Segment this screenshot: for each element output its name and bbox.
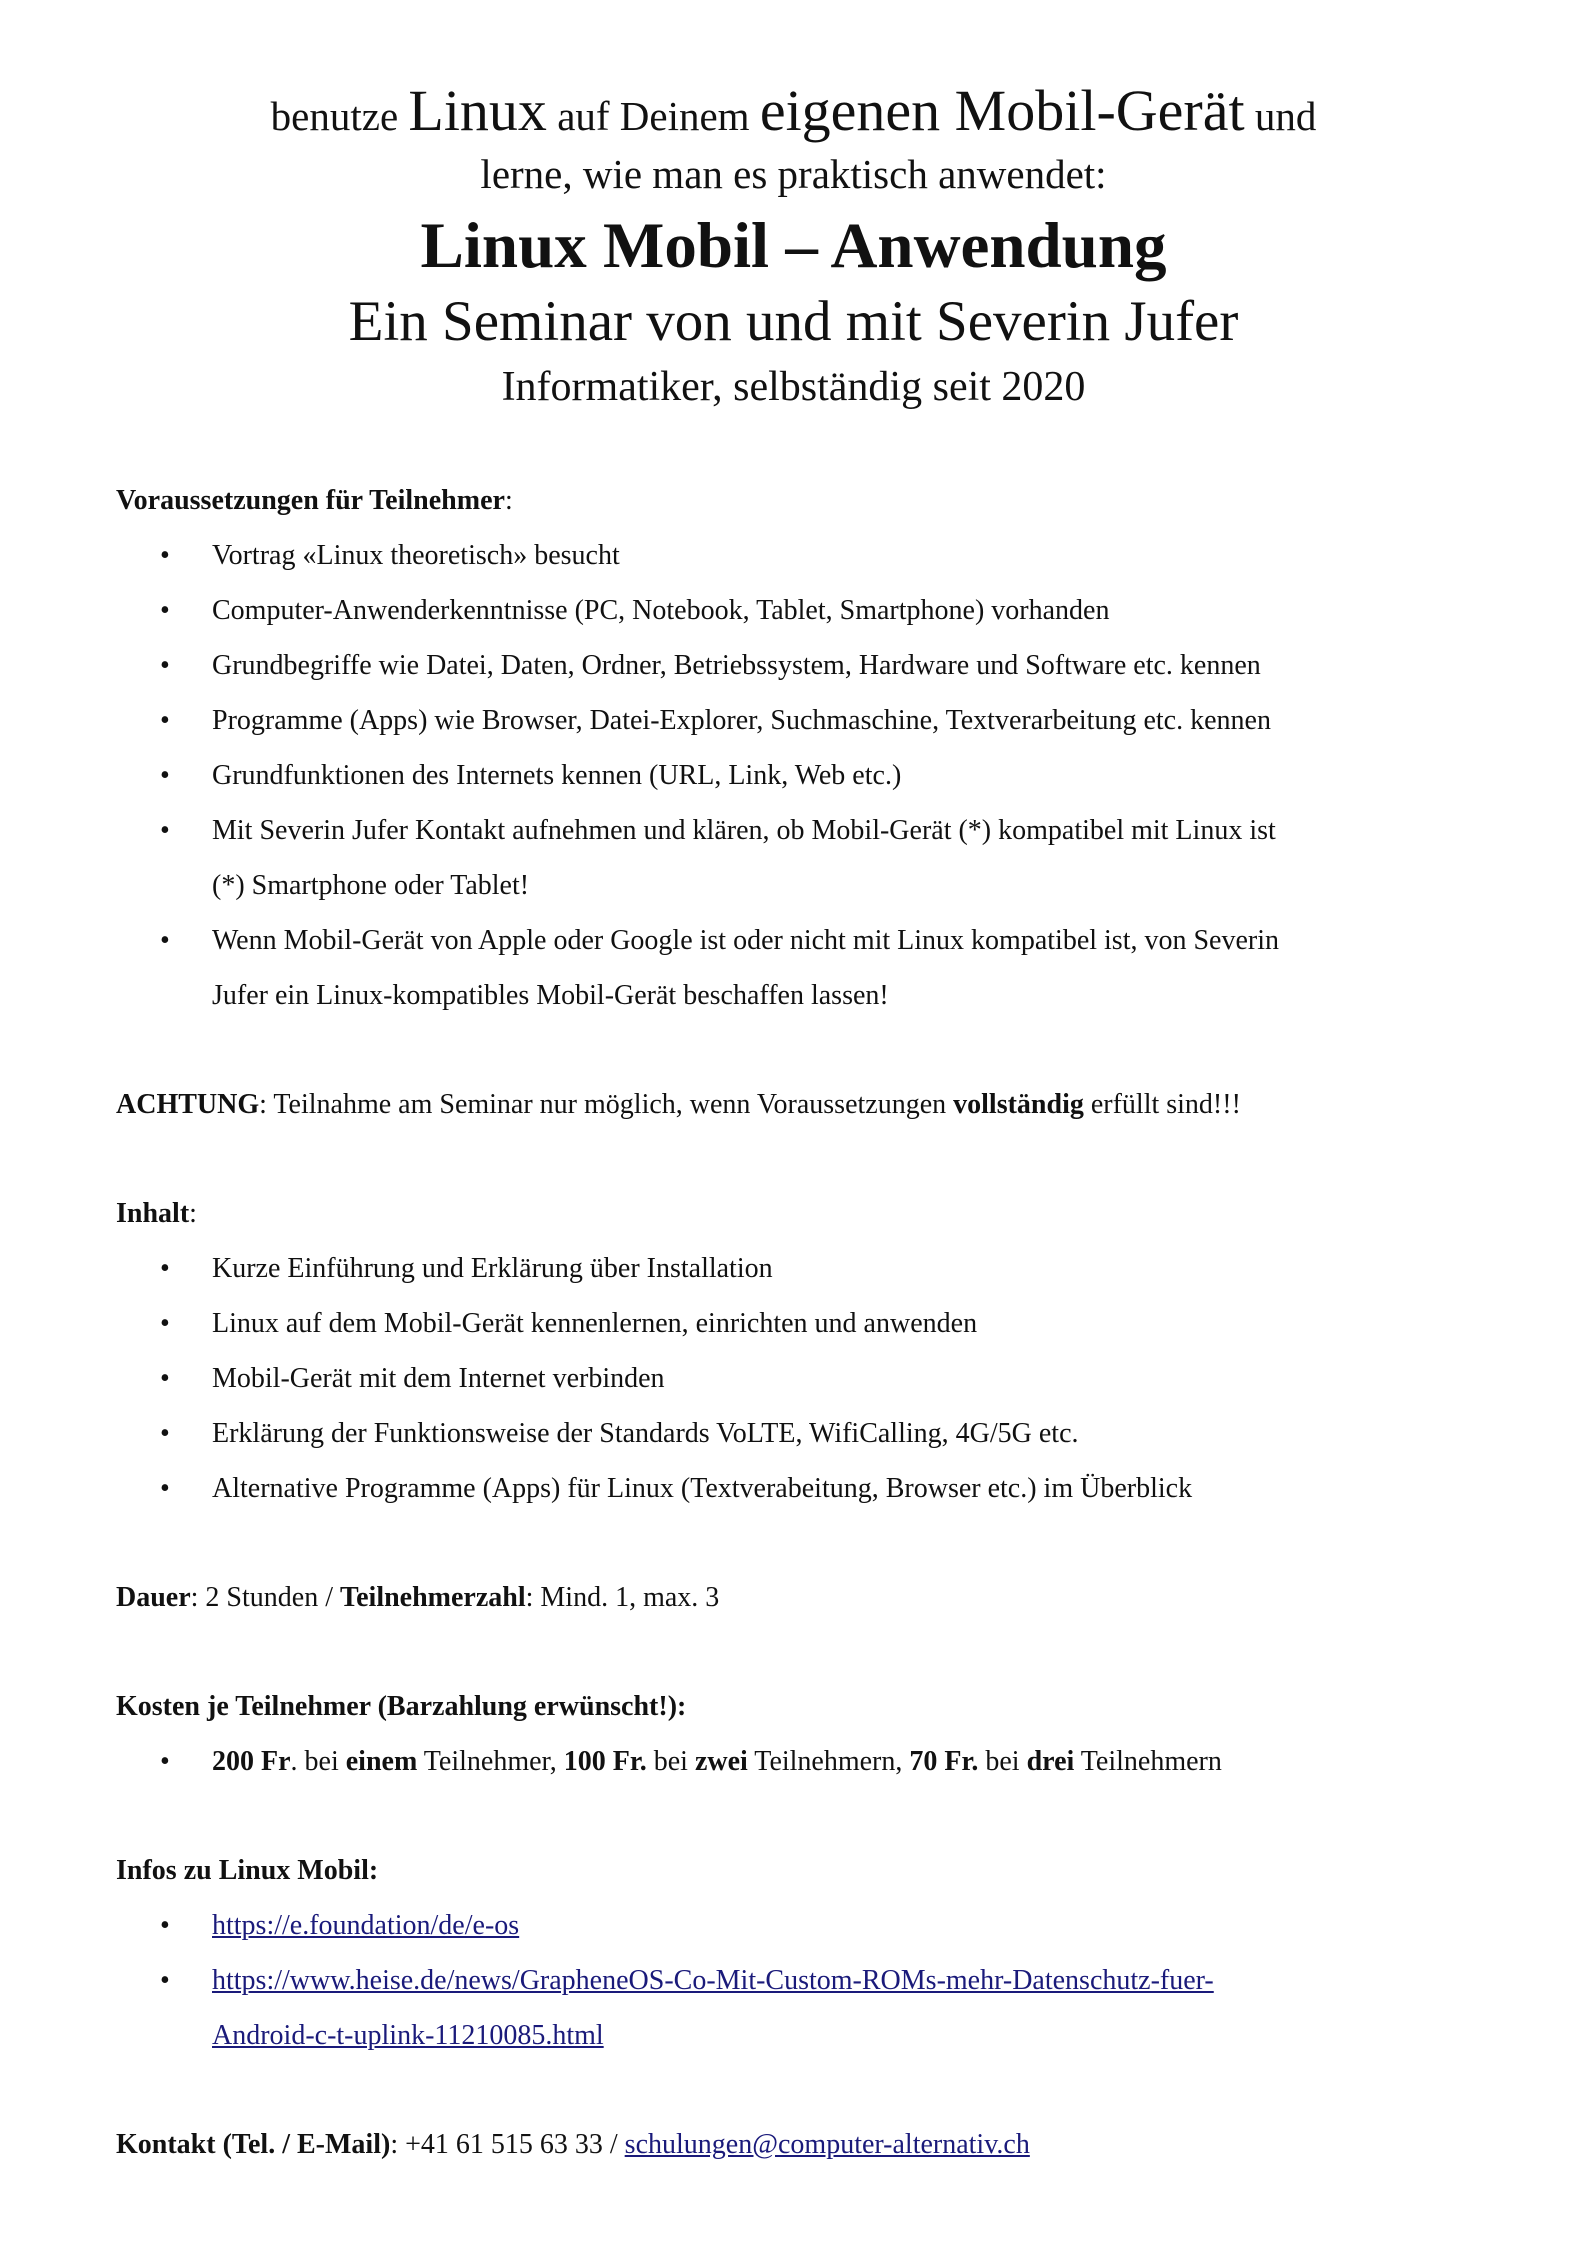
bullet-icon: •: [160, 815, 170, 846]
intro-line-2: lerne, wie man es praktisch anwendet:: [480, 151, 1107, 197]
duration-info: Dauer: 2 Stunden / Teilnehmerzahl: Mind. 1, max. 3: [116, 1582, 720, 1613]
list-item: [116, 1953, 1476, 2063]
bullet-icon: •: [160, 925, 170, 956]
header: [0, 78, 1587, 417]
email-link[interactable]: schulungen@computer-alternativ.ch: [624, 2129, 1030, 2160]
list-item: • Mit Severin Jufer Kontakt aufnehmen und klären, ob Mobil-Gerät (*) kompatibel mit Linux ist (*) Smartphone oder Tablet!: [116, 803, 1476, 913]
infos-list: [116, 1898, 1476, 2063]
list-item: • Computer-Anwenderkenntnisse (PC, Notebook, Tablet, Smartphone) vorhanden: [116, 583, 1476, 638]
prerequisites-list: [116, 528, 1476, 1023]
bullet-icon: •: [160, 595, 170, 626]
list-item: [116, 1898, 1476, 1953]
prerequisites-heading: Voraussetzungen für Teilnehmer:: [116, 485, 513, 516]
costs-heading: Kosten je Teilnehmer (Barzahlung erwünscht!):: [116, 1691, 687, 1722]
bullet-icon: •: [160, 1418, 170, 1449]
content-heading: Inhalt:: [116, 1198, 197, 1229]
bullet-icon: •: [160, 1253, 170, 1284]
intro-text: und: [1254, 93, 1317, 139]
intro-text: benutze: [270, 93, 399, 139]
bullet-icon: •: [160, 1363, 170, 1394]
bullet-icon: •: [160, 1308, 170, 1339]
list-item: • Alternative Programme (Apps) für Linux (Textverabeitung, Browser etc.) im Überblick: [116, 1461, 1476, 1516]
author-info: Informatiker, selbständig seit 2020: [501, 364, 1086, 410]
bullet-icon: •: [160, 540, 170, 571]
bullet-icon: •: [160, 1965, 170, 1996]
list-item: • Mobil-Gerät mit dem Internet verbinden: [116, 1351, 1476, 1406]
bullet-icon: •: [160, 650, 170, 681]
list-item: • Erklärung der Funktionsweise der Standards VoLTE, WifiCalling, 4G/5G etc.: [116, 1406, 1476, 1461]
intro-line-1: [0, 78, 1587, 145]
warning-note: ACHTUNG: Teilnahme am Seminar nur möglich, wenn Voraussetzungen vollständig erfüllt sind!!!: [116, 1089, 1241, 1120]
infos-heading: Infos zu Linux Mobil:: [116, 1855, 379, 1886]
main-content: [116, 474, 1476, 2172]
costs-list: [116, 1734, 1476, 1789]
list-item: • Vortrag «Linux theoretisch» besucht: [116, 528, 1476, 583]
bullet-icon: •: [160, 705, 170, 736]
content-list: [116, 1241, 1476, 1516]
page-title: Linux Mobil – Anwendung: [420, 210, 1167, 282]
intro-device: eigenen Mobil-Gerät: [759, 78, 1245, 143]
list-item: • Wenn Mobil-Gerät von Apple oder Google ist oder nicht mit Linux kompatibel ist, von Severin Jufer ein Linux-kompatibles Mobil-Gerät beschaffen lassen!: [116, 913, 1476, 1023]
list-item: • Linux auf dem Mobil-Gerät kennenlernen, einrichten und anwenden: [116, 1296, 1476, 1351]
link-e-foundation[interactable]: https://e.foundation/de/e-os: [212, 1910, 520, 1941]
bullet-icon: •: [160, 760, 170, 791]
bullet-icon: •: [160, 1746, 170, 1777]
intro-linux: Linux: [408, 78, 547, 143]
page-subtitle: Ein Seminar von und mit Severin Jufer: [348, 290, 1239, 353]
list-item: • Grundbegriffe wie Datei, Daten, Ordner, Betriebssystem, Hardware und Software etc. kennen: [116, 638, 1476, 693]
bullet-icon: •: [160, 1910, 170, 1941]
list-item: • 200 Fr. bei einem Teilnehmer, 100 Fr. bei zwei Teilnehmern, 70 Fr. bei drei Teilnehmern: [116, 1734, 1476, 1789]
contact-info: Kontakt (Tel. / E-Mail): +41 61 515 63 33 / schulungen@computer-alternativ.ch: [116, 2129, 1030, 2160]
list-item: • Grundfunktionen des Internets kennen (URL, Link, Web etc.): [116, 748, 1476, 803]
link-heise-article[interactable]: https://www.heise.de/news/GrapheneOS-Co-Mit-Custom-ROMs-mehr-Datenschutz-fuer- Android-c-t-uplink-11210085.html: [212, 1965, 1214, 2051]
list-item: • Kurze Einführung und Erklärung über Installation: [116, 1241, 1476, 1296]
bullet-icon: •: [160, 1473, 170, 1504]
intro-text: auf Deinem: [557, 93, 750, 139]
list-item: • Programme (Apps) wie Browser, Datei-Explorer, Suchmaschine, Textverarbeitung etc. kennen: [116, 693, 1476, 748]
